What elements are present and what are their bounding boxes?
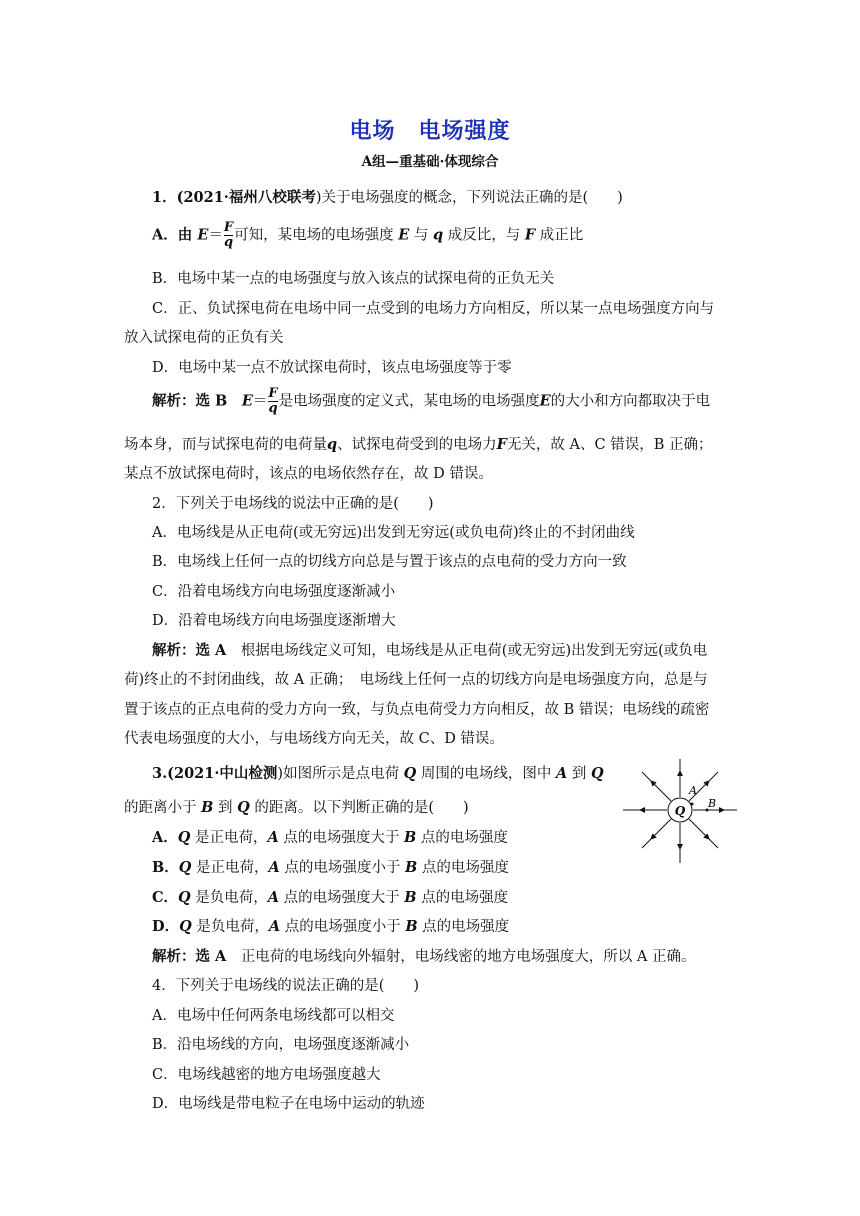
electric-field-diagram <box>620 757 740 867</box>
q2-answer-line2: 荷)终止的不封闭曲线，故 A 正确； 电场线上任何一点的切线方向是电场强度方向，总是与 <box>124 672 708 688</box>
q2-stem: 2．下列关于电场线的说法中正确的是( ) <box>152 496 434 512</box>
q3-stem-line2: 的距离小于 B 到 Q 的距离。以下判断正确的是( ) <box>124 799 469 816</box>
field-line-upper-left <box>642 772 671 801</box>
q4-option-a: A．电场中任何两条电场线都可以相交 <box>152 1008 395 1024</box>
q3-option-a: A．Q 是正电荷，A 点的电场强度大于 B 点的电场强度 <box>152 829 508 846</box>
q1-stem: 1．(2021·福州八校联考)关于电场强度的概念，下列说法正确的是( ) <box>152 189 623 206</box>
q2-option-a: A．电场线是从正电荷(或无穷远)出发到无穷远(或负电荷)终止的不封闭曲线 <box>152 525 635 541</box>
q1-answer-line3: 某点不放试探电荷时，该点的电场依然存在，故 D 错误。 <box>124 466 493 482</box>
point-a-label: A <box>689 784 697 797</box>
field-line-lower-left <box>642 819 671 848</box>
q1-option-b: B．电场中某一点的电场强度与放入该点的试探电荷的正负无关 <box>152 271 555 287</box>
q4-option-d: D．电场线是带电粒子在电场中运动的轨迹 <box>152 1096 425 1112</box>
q3-stem: 3.(2021·中山检测)如图所示是点电荷 Q 周围的电场线，图中 A 到 Q <box>152 765 604 782</box>
q3-option-d: D．Q 是负电荷，A 点的电场强度小于 B 点的电场强度 <box>152 918 510 935</box>
q2-option-c: C．沿着电场线方向电场强度逐渐减小 <box>152 584 396 600</box>
q1-answer-line2: 场本身，而与试探电荷的电荷量q、试探电荷受到的电场力F无关，故 A、C 错误，B 正确； <box>124 436 713 453</box>
q4-option-b: B．沿电场线的方向，电场强度逐渐减小 <box>152 1037 410 1053</box>
q4-option-c: C．电场线越密的地方电场强度越大 <box>152 1067 381 1083</box>
q3-option-c: C．Q 是负电荷，A 点的电场强度大于 B 点的电场强度 <box>152 889 509 906</box>
q1-option-c: C．正、负试探电荷在电场中同一点受到的电场力方向相反，所以某一点电场强度方向与 <box>152 301 715 317</box>
q2-option-b: B．电场线上任何一点的切线方向总是与置于该点的点电荷的受力方向一致 <box>152 554 627 570</box>
q4-stem: 4．下列关于电场线的说法正确的是( ) <box>152 978 420 994</box>
arrow-lower-left <box>651 835 655 839</box>
q2-option-d: D．沿着电场线方向电场强度逐渐增大 <box>152 613 396 629</box>
q2-answer-line3: 置于该点的正点电荷的受力方向一致，与负点电荷受力方向相反，故 B 错误；电场线的疏密 <box>124 702 710 718</box>
q2-answer: 解析：选 A 根据电场线定义可知，电场线是从正电荷(或无穷远)出发到无穷远(或负电 <box>152 642 708 659</box>
q1-answer: 解析：选 B E＝ $\frac{F}{q}$ 是电场强度的定义式，某电场的电场强度E的大小和方向都取决于电 <box>152 386 711 416</box>
q1-option-a: A．由 E＝ $\frac{F}{q}$ 可知，某电场的电场强度 E 与 q 成反比，与 F 成正比 <box>152 220 584 250</box>
q1-option-d: D．电场中某一点不放试探电荷时，该点电场强度等于零 <box>152 360 512 376</box>
arrow-upper-left <box>651 781 655 785</box>
point-b-label: B <box>708 797 717 810</box>
q2-answer-line4: 代表电场强度的大小，与电场线方向无关，故 C、D 错误。 <box>124 731 504 747</box>
formula-fraction: $\frac{F}{q}$ <box>223 220 234 250</box>
section-subtitle: A组—重基础·体现综合 <box>361 154 499 170</box>
q3-answer: 解析：选 A 正电荷的电场线向外辐射，电场线密的地方电场强度大，所以 A 正确。 <box>152 948 696 965</box>
arrow-upper-right <box>705 781 709 785</box>
field-line-lower-right <box>689 819 718 848</box>
charge-q-label: Q <box>674 804 686 818</box>
page-title: 电场 电场强度 <box>349 119 511 144</box>
point-a-dot <box>691 803 694 806</box>
q3-option-b: B．Q 是正电荷，A 点的电场强度小于 B 点的电场强度 <box>152 859 509 876</box>
formula-fraction: $\frac{F}{q}$ <box>268 386 278 416</box>
arrow-lower-right <box>705 835 709 839</box>
q1-option-c-cont: 放入试探电荷的正负有关 <box>124 330 284 346</box>
